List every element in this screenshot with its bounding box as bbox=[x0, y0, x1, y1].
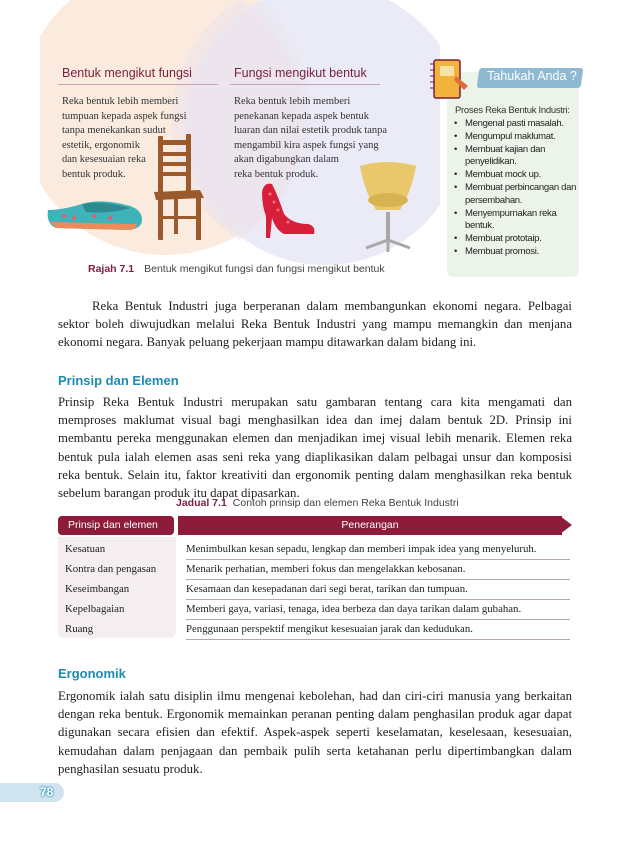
info-list-item: • Membuat mock up. bbox=[448, 169, 578, 182]
figure-caption bbox=[88, 263, 385, 275]
table-row-desc: Menarik perhatian, memberi fokus dan mengelakkan kebosanan. bbox=[186, 559, 570, 580]
table-row-desc: Penggunaan perspektif mengikut kesesuaian jarak dan kedudukan. bbox=[186, 619, 570, 640]
table-header-arrow bbox=[560, 516, 572, 534]
info-list bbox=[448, 118, 578, 259]
info-title: Tahukah Anda ? bbox=[487, 69, 577, 83]
wooden-chair-image bbox=[148, 134, 206, 240]
info-list-item: • Membuat perbincangan dan persembahan. bbox=[448, 182, 578, 208]
section-paragraph-prinsip: Prinsip Reka Bentuk Industri merupakan satu gambaran tentang cara kita mengamati dan memproses maklumat visual bagi menghasilkan idea dan imej dalam bentuk 2D. Prinsip ini membantu pereka menggunakan elemen dan menjadikan imej visual lebih menarik. Elemen reka bentuk pula ialah elemen asas seni reka yang diaplikasikan dalam pelbagai unsur dan komposisi reka bentuk. Selain itu, faktor kreativiti dan ergonomik penting dalam menghasilkan reka bentuk sebelum barangan produk itu dapat dipasarkan. bbox=[58, 395, 572, 501]
section-heading-ergonomik: Ergonomik bbox=[58, 666, 126, 681]
left-venn-text: Reka bentuk lebih memberi tumpuan kepada aspek fungsi tanpa menekankan sudut estetik, ergonomik dan kesesuaian reka bentuk produk. bbox=[62, 96, 187, 180]
info-list-item: • Menyempurnakan reka bentuk. bbox=[448, 208, 578, 234]
right-venn-text: Reka bentuk lebih memberi penekanan kepada aspek bentuk luaran dan nilai estetik produk tanpa mengambil kira aspek fungsi yang akan digabungkan dalam reka bentuk produk. bbox=[234, 96, 388, 180]
page-number-tab bbox=[0, 783, 64, 802]
figure-caption-text: Bentuk mengikut fungsi dan fungsi mengikut bentuk bbox=[144, 263, 385, 275]
book-icon bbox=[430, 56, 472, 104]
info-list-item: • Membuat prototaip. bbox=[448, 233, 578, 246]
table-row-name: Kontra dan pengasan bbox=[65, 563, 157, 575]
info-subtitle: Proses Reka Bentuk Industri: bbox=[455, 105, 570, 116]
left-venn-heading: Bentuk mengikut fungsi bbox=[62, 66, 192, 80]
table-row-desc: Kesamaan dan kesepadanan dari segi berat, tarikan dan tumpuan. bbox=[186, 579, 570, 600]
table-row-name: Keseimbangan bbox=[65, 583, 130, 595]
info-list-item: • Membuat kajian dan penyelidikan. bbox=[448, 144, 578, 170]
section-heading-prinsip: Prinsip dan Elemen bbox=[58, 373, 179, 388]
table-row-desc: Menimbulkan kesan sepadu, lengkap dan memberi impak idea yang menyeluruh. bbox=[186, 539, 570, 560]
table-row-name: Kepelbagaian bbox=[65, 603, 125, 615]
table-row-name: Kesatuan bbox=[65, 543, 106, 555]
page-number: 78 bbox=[40, 785, 54, 799]
slip-on-shoe-image bbox=[42, 190, 146, 234]
cone-chair-image bbox=[356, 160, 420, 254]
left-heading-underline bbox=[58, 84, 218, 85]
table-row-name: Ruang bbox=[65, 623, 94, 635]
table-caption bbox=[176, 497, 459, 509]
table-row-desc: Memberi gaya, variasi, tenaga, idea berbeza dan daya tarikan dalam gubahan. bbox=[186, 599, 570, 620]
table-caption-text: Contoh prinsip dan elemen Reka Bentuk Industri bbox=[232, 497, 459, 509]
table-caption-label: Jadual 7.1 bbox=[176, 497, 227, 509]
info-list-item: • Mengumpul maklumat. bbox=[448, 131, 578, 144]
figure-caption-label: Rajah 7.1 bbox=[88, 263, 135, 275]
table-header-penerangan: Penerangan bbox=[178, 516, 562, 535]
info-list-item: • Membuat promosi. bbox=[448, 246, 578, 259]
intro-paragraph: Reka Bentuk Industri juga berperanan dalam membangunkan ekonomi negara. Pelbagai sektor boleh diwujudkan melalui Reka Bentuk Industri yang mampu memangkin dan menjana ekonomi negara. Banyak peluang pekerjaan mampu ditawarkan dalam bidang ini. bbox=[58, 299, 572, 350]
right-venn-heading: Fungsi mengikut bentuk bbox=[234, 66, 367, 80]
red-high-heel-image bbox=[258, 178, 320, 240]
table-header-prinsip: Prinsip dan elemen bbox=[58, 516, 174, 535]
section-paragraph-ergonomik: Ergonomik ialah satu disiplin ilmu mengenai kebolehan, had dan ciri-ciri manusia yang berkaitan dengan reka bentuk. Ergonomik memainkan peranan penting dalam penghasilan produk agar dapat digunakan secara efisien dan efektif. Aspek-aspek seperti keselamatan, keselesaan, kesesuaian, kemudahan dalam penjagaan dan pembaik pulih serta ketahanan perlu dipertimbangkan dalam penghasilan sesuatu produk. bbox=[58, 689, 572, 776]
info-list-item: • Mengenal pasti masalah. bbox=[448, 118, 578, 131]
right-heading-underline bbox=[230, 84, 380, 85]
